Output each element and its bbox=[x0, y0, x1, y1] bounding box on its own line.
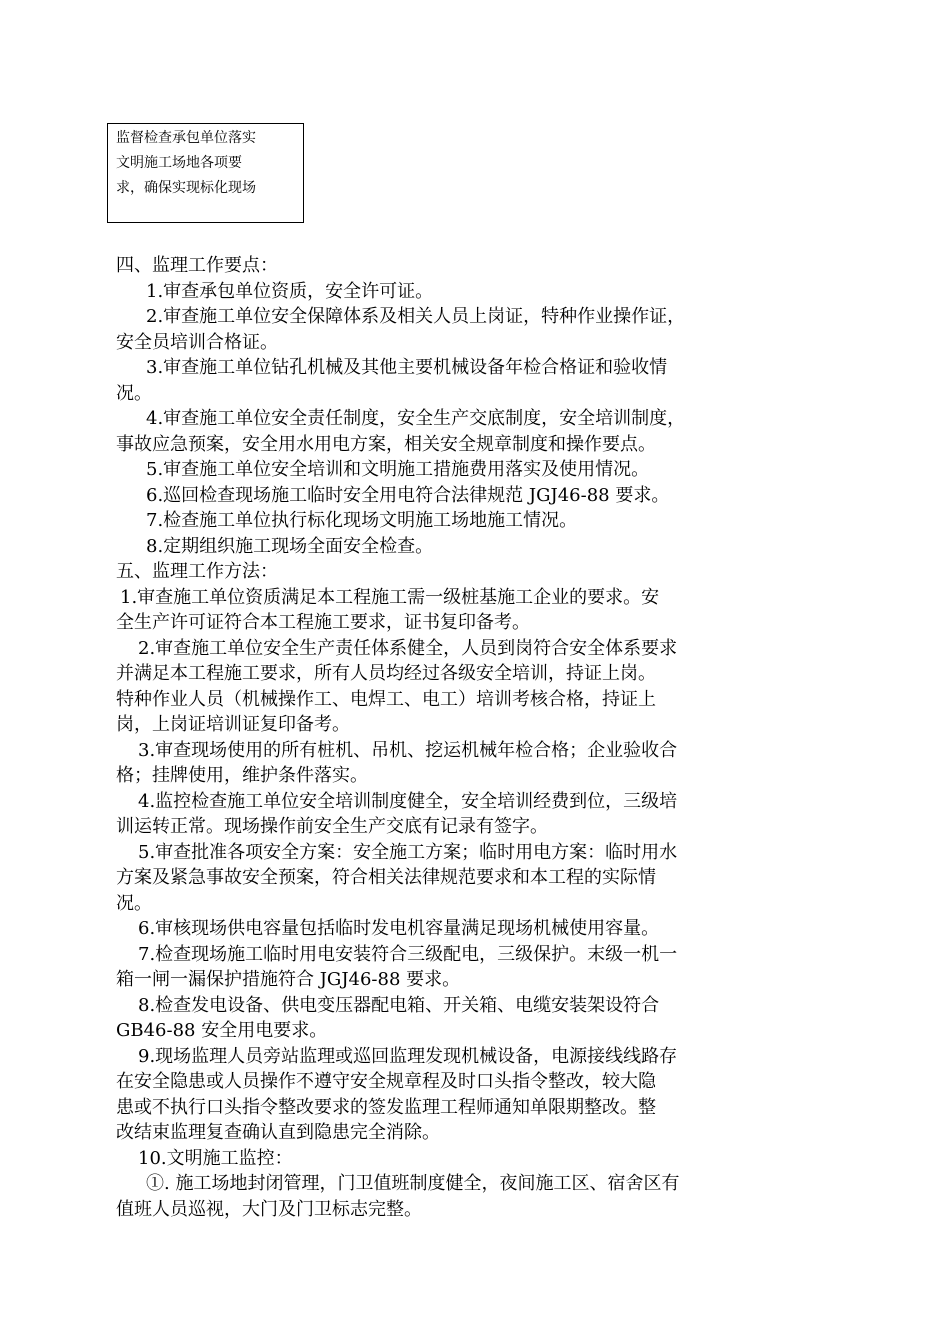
list-item: 5.审查批准各项安全方案：安全施工方案；临时用电方案：临时用水 方案及紧急事故安全预案，符合相关法律规范要求和本工程的实际情 况。 bbox=[116, 841, 678, 914]
list-item: 9.现场监理人员旁站监理或巡回监理发现机械设备，电源接线线路存 在安全隐患或人员操作不遵守安全规章程及时口头指令整改，较大隐 患或不执行口头指令整改要求的签发监理工程师通知单限期整改。整 改结束监理复查确认直到隐患完全消除。 bbox=[116, 1045, 678, 1143]
list-item: 1.审查承包单位资质，安全许可证。 bbox=[146, 280, 434, 302]
section-heading: 五、监理工作方法： bbox=[116, 561, 278, 582]
list-item: ①. 施工场地封闭管理，门卫值班制度健全，夜间施工区、宿舍区有 值班人员巡视，大门及门卫标志完整。 bbox=[116, 1173, 680, 1220]
list-item: 8.定期组织施工现场全面安全检查。 bbox=[146, 535, 434, 557]
list-item: 7.检查现场施工临时用电安装符合三级配电，三级保护。末级一机一 箱一闸一漏保护措施符合 JGJ46-88 要求。 bbox=[116, 943, 678, 990]
list-item: 6.审核现场供电容量包括临时发电机容量满足现场机械使用容量。 bbox=[138, 918, 660, 939]
note-line: 求，确保实现标化现场 bbox=[116, 180, 256, 196]
list-item: 8.检查发电设备、供电变压器配电箱、开关箱、电缆安装架设符合 GB46-88 安全用电要求。 bbox=[116, 994, 660, 1041]
note-box bbox=[107, 123, 304, 223]
note-line: 文明施工场地各项要 bbox=[116, 155, 242, 171]
document-body bbox=[116, 253, 806, 1222]
list-item: 2.审查施工单位安全生产责任体系健全，人员到岗符合安全体系要求 并满足本工程施工要求，所有人员均经过各级安全培训，持证上岗。 特种作业人员（机械操作工、电焊工、电工）培训考核合格，持证上 岗，上岗证培训证复印备考。 bbox=[116, 637, 678, 735]
list-item: 4.审查施工单位安全责任制度，安全生产交底制度，安全培训制度， 事故应急预案，安全用水用电方案，相关安全规章制度和操作要点。 bbox=[116, 408, 686, 455]
list-item: 3.审查现场使用的所有桩机、吊机、挖运机械年检合格；企业验收合 格；挂牌使用，维护条件落实。 bbox=[116, 739, 678, 786]
list-item: 3.审查施工单位钻孔机械及其他主要机械设备年检合格证和验收情 况。 bbox=[116, 357, 668, 404]
list-item: 5.审查施工单位安全培训和文明施工措施费用落实及使用情况。 bbox=[146, 459, 650, 480]
list-item: 4.监控检查施工单位安全培训制度健全，安全培训经费到位，三级培 训运转正常。现场操作前安全生产交底有记录有签字。 bbox=[116, 790, 678, 837]
list-item: 10.文明施工监控： bbox=[138, 1147, 293, 1169]
note-line: 监督检查承包单位落实 bbox=[116, 130, 256, 146]
list-item: 6.巡回检查现场施工临时安全用电符合法律规范 JGJ46-88 要求。 bbox=[146, 484, 670, 506]
list-item: 7.检查施工单位执行标化现场文明施工场地施工情况。 bbox=[146, 510, 578, 531]
list-item: 1.审查施工单位资质满足本工程施工需一级桩基施工企业的要求。安 全生产许可证符合本工程施工要求，证书复印备考。 bbox=[116, 586, 660, 633]
section-heading: 四、监理工作要点： bbox=[116, 255, 278, 276]
list-item: 2.审查施工单位安全保障体系及相关人员上岗证，特种作业操作证， 安全员培训合格证。 bbox=[116, 306, 686, 353]
